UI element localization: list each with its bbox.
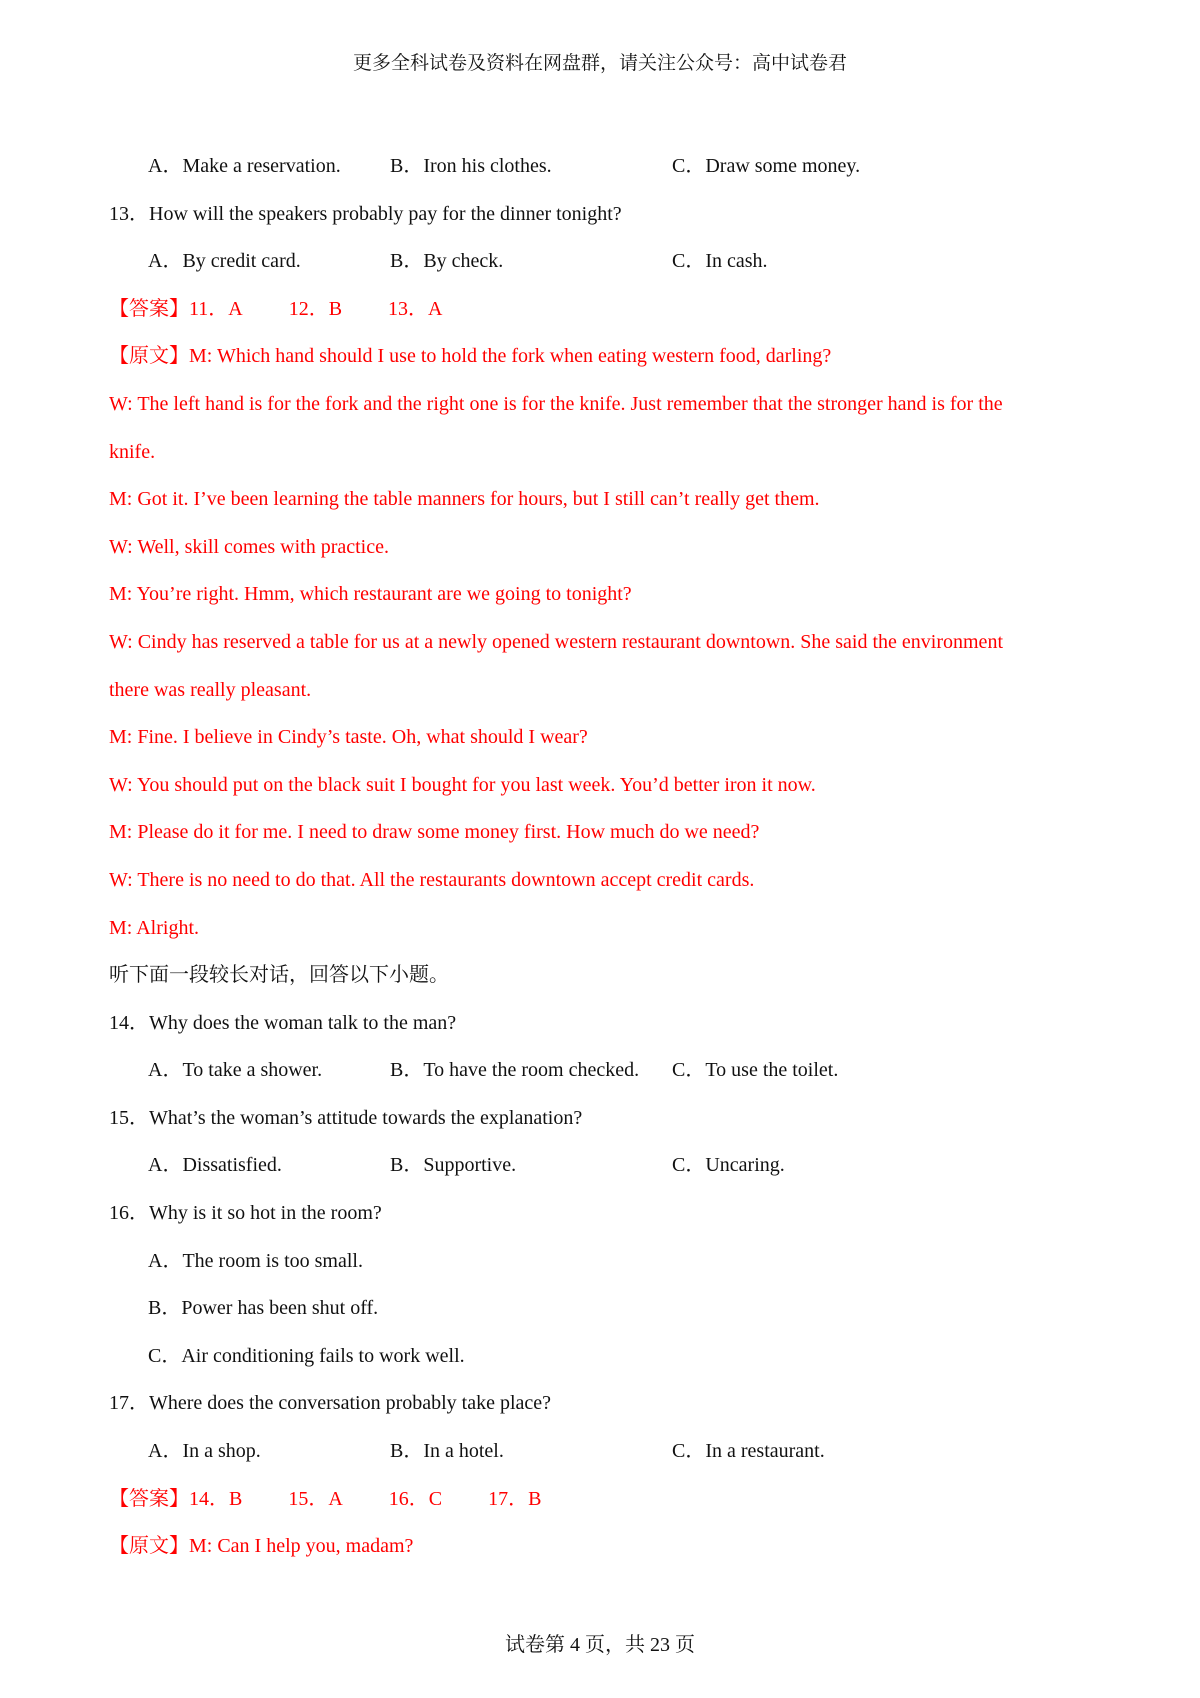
option-a: A．Dissatisfied. <box>148 1154 282 1177</box>
option-a: A．Make a reservation. <box>148 155 341 177</box>
option-c: C．In cash. <box>672 250 768 273</box>
option-c: C．In a restaurant. <box>672 1440 825 1463</box>
transcript-line <box>109 333 1109 381</box>
answer: 12．B <box>288 297 343 320</box>
q16-question: 16．Why is it so hot in the room? <box>109 1202 382 1225</box>
transcript-tag: 【原文】 <box>109 1535 189 1558</box>
answer: 16．C <box>388 1487 443 1510</box>
transcript-line: W: Well, skill comes with practice. <box>109 535 389 558</box>
answer-tag: 【答案】 <box>109 1487 189 1510</box>
transcript-line: M: Alright. <box>109 916 200 939</box>
transcript-line <box>109 1523 1109 1571</box>
transcript-line: W: Cindy has reserved a table for us at a newly opened western restaurant downtown. She said the environment <box>109 630 1003 653</box>
option-c: C．Uncaring. <box>672 1154 785 1177</box>
transcript-tag: 【原文】 <box>109 345 189 368</box>
option-b: B．Power has been shut off. <box>148 1297 379 1320</box>
answer: 13．A <box>388 297 443 320</box>
option-c: C．Draw some money. <box>672 155 861 177</box>
answer: 11．A <box>189 297 243 320</box>
option-a: A．The room is too small. <box>148 1249 363 1272</box>
option-b: B．Iron his clothes. <box>390 155 552 177</box>
transcript-line: W: There is no need to do that. All the restaurants downtown accept credit cards. <box>109 868 755 891</box>
q17-question: 17．Where does the conversation probably take place? <box>109 1392 552 1415</box>
option-c: C．Air conditioning fails to work well. <box>148 1344 465 1367</box>
option-a: A．By credit card. <box>148 250 301 273</box>
transcript-line: M: Got it. I’ve been learning the table manners for hours, but I still can’t really get them. <box>109 488 820 511</box>
option-c: C．To use the toilet. <box>672 1059 839 1082</box>
section-instruction: 听下面一段较长对话，回答以下小题。 <box>109 964 449 987</box>
answer: 14．B <box>189 1487 243 1510</box>
q16-option-a <box>109 1238 1109 1286</box>
document-body <box>109 143 1109 1571</box>
transcript-text: M: Which hand should I use to hold the fork when eating western food, darling? <box>189 345 832 368</box>
answer: 15．A <box>288 1487 343 1510</box>
transcript-line: W: You should put on the black suit I bought for you last week. You’d better iron it now. <box>109 773 816 796</box>
transcript-line: there was really pleasant. <box>109 678 312 701</box>
transcript-text: M: Can I help you, madam? <box>189 1535 414 1558</box>
page-footer: 试卷第 4 页，共 23 页 <box>505 1634 695 1656</box>
transcript-line: M: Please do it for me. I need to draw some money first. How much do we need? <box>109 821 760 844</box>
q13-options <box>109 238 1109 286</box>
q14-question: 14．Why does the woman talk to the man? <box>109 1011 457 1034</box>
option-b: B．In a hotel. <box>390 1440 504 1463</box>
q16-option-b <box>109 1285 1109 1333</box>
option-b: B．By check. <box>390 250 504 273</box>
transcript-line: W: The left hand is for the fork and the right one is for the knife. Just remember that the stronger hand is for the <box>109 392 1003 415</box>
q17-options <box>109 1428 1109 1476</box>
answers-14-17 <box>109 1476 1109 1524</box>
q12-options <box>109 143 1109 191</box>
option-a: A．To take a shower. <box>148 1059 323 1082</box>
option-a: A．In a shop. <box>148 1440 261 1463</box>
answers-11-13 <box>109 286 1109 334</box>
option-b: B．To have the room checked. <box>390 1059 640 1082</box>
q16-option-c <box>109 1333 1109 1381</box>
answer-tag: 【答案】 <box>109 297 189 320</box>
transcript-line: M: You’re right. Hmm, which restaurant are we going to tonight? <box>109 583 632 606</box>
option-b: B．Supportive. <box>390 1154 517 1177</box>
answer: 17．B <box>488 1487 542 1510</box>
q15-question: 15．What’s the woman’s attitude towards the explanation? <box>109 1106 583 1129</box>
transcript-line: knife. <box>109 440 156 463</box>
q14-options <box>109 1047 1109 1095</box>
q13-question: 13．How will the speakers probably pay for the dinner tonight? <box>109 202 622 225</box>
q15-options <box>109 1142 1109 1190</box>
transcript-line: M: Fine. I believe in Cindy’s taste. Oh, what should I wear? <box>109 726 588 749</box>
page-header: 更多全科试卷及资料在网盘群，请关注公众号：高中试卷君 <box>352 53 847 74</box>
